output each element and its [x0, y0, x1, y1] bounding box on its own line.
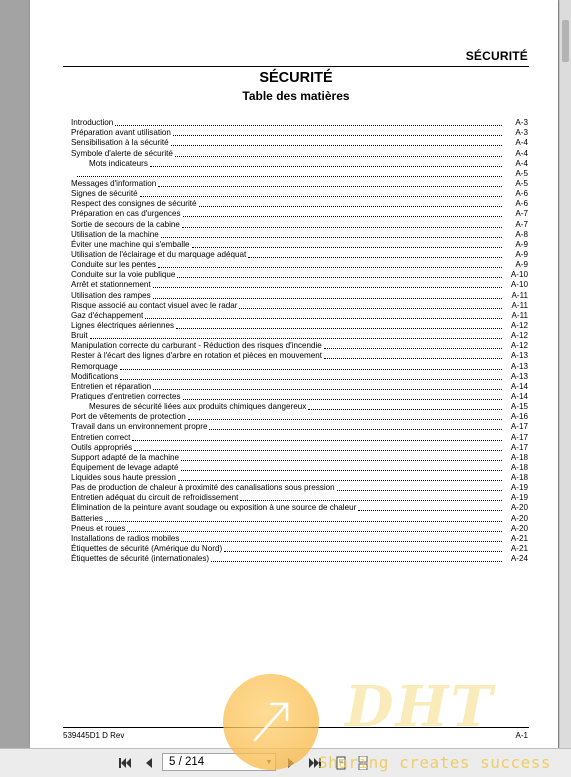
- toc-leader-dots: [173, 135, 502, 136]
- toc-leader-dots: [171, 145, 502, 146]
- toc-entry-label: Étiquettes de sécurité (Amérique du Nord): [71, 544, 223, 554]
- toc-entry-label: Entretien correct: [71, 432, 131, 442]
- toc-entry-label: Préparation en cas d'urgences: [71, 209, 181, 219]
- toc-entry[interactable]: [71, 169, 528, 179]
- toc-entry-page: A-21: [510, 544, 528, 554]
- toc-leader-dots: [176, 328, 502, 329]
- toc-entry-page: A-20: [510, 503, 528, 513]
- page-subtitle: Table des matières: [242, 89, 350, 103]
- toc-entry-page: A-17: [510, 422, 528, 432]
- watermark-logo-disc: [223, 674, 319, 770]
- toc-entry[interactable]: [71, 493, 528, 503]
- toc-entry[interactable]: [71, 503, 528, 513]
- toc-entry-label: Pratiques d'entretien correctes: [71, 391, 181, 401]
- toc-entry-label: Risque associé au contact visuel avec le radar: [71, 300, 238, 310]
- toc-entry[interactable]: [71, 209, 528, 219]
- toc-entry-label: Modifications: [71, 371, 119, 381]
- toc-entry-page: A-4: [515, 148, 528, 158]
- toc-leader-dots: [224, 551, 502, 552]
- toc-entry-page: A-9: [515, 239, 528, 249]
- toc-leader-dots: [183, 216, 502, 217]
- toc-entry[interactable]: [71, 554, 528, 564]
- toc-entry[interactable]: [71, 290, 528, 300]
- toc-entry[interactable]: [71, 199, 528, 209]
- toc-entry-page: A-10: [510, 270, 528, 280]
- toc-entry-page: A-7: [515, 219, 528, 229]
- toc-entry-label: Batteries: [71, 513, 103, 523]
- toc-entry-label: Pas de production de chaleur à proximité des canalisations sous pression: [71, 483, 335, 493]
- toc-leader-dots: [337, 490, 502, 491]
- toc-entry-page: A-19: [510, 493, 528, 503]
- toc-leader-dots: [134, 450, 502, 451]
- page-title: SÉCURITÉ: [259, 70, 333, 86]
- toc-entry-label: Équipement de levage adapté: [71, 462, 179, 472]
- toc-entry-page: A-13: [510, 351, 528, 361]
- toc-entry-page: A-11: [511, 290, 528, 300]
- toc-entry-page: A-24: [510, 554, 528, 564]
- watermark-logo-text: DHT: [345, 674, 495, 740]
- toc-leader-dots: [120, 379, 502, 380]
- toc-entry-page: A-12: [510, 341, 528, 351]
- toc-entry[interactable]: [71, 544, 528, 554]
- toc-entry[interactable]: [71, 422, 528, 432]
- toc-entry[interactable]: [71, 453, 528, 463]
- toc-entry-label: Entretien adéquat du circuit de refroidissement: [71, 493, 239, 503]
- toc-entry-label: Utilisation des rampes: [71, 290, 151, 300]
- toc-leader-dots: [150, 166, 502, 167]
- running-header: SÉCURITÉ: [465, 49, 528, 63]
- toc-leader-dots: [153, 389, 502, 390]
- toc-entry-label: Rester à l'écart des lignes d'arbre en rotation et pièces en mouvement: [71, 351, 322, 361]
- toc-entry-label: Remorquage: [71, 361, 118, 371]
- toc-leader-dots: [192, 247, 502, 248]
- toc-leader-dots: [77, 176, 502, 177]
- header-rule: [63, 66, 529, 67]
- toc-leader-dots: [181, 460, 502, 461]
- toc-leader-dots: [182, 227, 502, 228]
- vertical-scrollbar[interactable]: [559, 0, 571, 748]
- toc-leader-dots: [175, 156, 502, 157]
- toc-entry-label: Lignes électriques aériennes: [71, 320, 175, 330]
- toc-entry[interactable]: [71, 189, 528, 199]
- toc-leader-dots: [188, 419, 502, 420]
- toc-entry-page: A-3: [515, 118, 528, 128]
- page-number: A-1: [515, 731, 528, 740]
- scrollbar-thumb[interactable]: [562, 20, 569, 62]
- toc-entry[interactable]: [71, 159, 528, 169]
- watermark-tagline: Sharing creates success: [318, 753, 552, 772]
- toc-leader-dots: [140, 196, 502, 197]
- toc-entry-label: Travail dans un environnement propre: [71, 422, 208, 432]
- toc-entry[interactable]: [71, 240, 528, 250]
- toc-entry-page: A-19: [510, 483, 528, 493]
- toc-entry-page: A-10: [510, 280, 528, 290]
- toc-entry[interactable]: [71, 301, 528, 311]
- toc-entry[interactable]: [71, 270, 528, 280]
- toc-entry[interactable]: [71, 372, 528, 382]
- toc-entry[interactable]: [71, 230, 528, 240]
- toc-entry-page: A-18: [510, 473, 528, 483]
- toc-entry[interactable]: [71, 382, 528, 392]
- first-page-icon: [118, 757, 132, 769]
- toc-entry-page: A-9: [515, 260, 528, 270]
- toc-entry-page: A-21: [510, 533, 528, 543]
- toc-leader-dots: [177, 277, 502, 278]
- toc-leader-dots: [158, 186, 502, 187]
- toc-entry[interactable]: [71, 128, 528, 138]
- table-of-contents: [71, 118, 528, 564]
- toc-entry-label: Mesures de sécurité liées aux produits chimiques dangereux: [89, 402, 307, 412]
- toc-leader-dots: [181, 470, 502, 471]
- toc-entry[interactable]: [71, 311, 528, 321]
- toc-entry[interactable]: [71, 331, 528, 341]
- toc-entry[interactable]: [71, 341, 528, 351]
- toc-leader-dots: [90, 338, 502, 339]
- toc-leader-dots: [358, 510, 502, 511]
- toc-entry-label: Respect des consignes de sécurité: [71, 199, 197, 209]
- toc-entry-page: A-20: [510, 513, 528, 523]
- toc-entry-label: Éviter une machine qui s'emballe: [71, 239, 190, 249]
- toc-entry-page: A-16: [510, 412, 528, 422]
- arrow-icon: [223, 674, 319, 770]
- toc-entry[interactable]: [71, 118, 528, 128]
- toc-entry-page: A-17: [510, 442, 528, 452]
- first-page-button[interactable]: [116, 754, 134, 772]
- toc-entry[interactable]: [71, 463, 528, 473]
- toc-entry[interactable]: [71, 534, 528, 544]
- toc-entry-label: Entretien et réparation: [71, 381, 152, 391]
- pdf-page: [30, 0, 558, 748]
- toc-entry-page: A-5: [515, 178, 528, 188]
- toc-entry-page: A-6: [515, 199, 528, 209]
- toc-entry-label: Port de vêtements de protection: [71, 412, 186, 422]
- toc-entry-label: Conduite sur les pentes: [71, 260, 157, 270]
- toc-entry-page: A-4: [515, 158, 528, 168]
- toc-entry-label: Élimination de la peinture avant soudage ou exposition à une source de chaleur: [71, 503, 357, 513]
- toc-entry-label: Signes de sécurité: [71, 189, 138, 199]
- toc-entry-label: Utilisation de la machine: [71, 229, 159, 239]
- toc-entry-page: A-17: [510, 432, 528, 442]
- toc-leader-dots: [181, 541, 502, 542]
- toc-entry[interactable]: [71, 148, 528, 158]
- toc-entry-page: A-4: [515, 138, 528, 148]
- toc-leader-dots: [127, 531, 502, 532]
- toc-entry[interactable]: [71, 351, 528, 361]
- toc-entry-label: Conduite sur la voie publique: [71, 270, 176, 280]
- toc-entry-label: Gaz d'échappement: [71, 310, 144, 320]
- toc-entry-label: Outils appropriés: [71, 442, 133, 452]
- toc-leader-dots: [248, 257, 502, 258]
- toc-leader-dots: [105, 521, 502, 522]
- toc-entry-page: A-5: [515, 168, 528, 178]
- toc-entry[interactable]: [71, 443, 528, 453]
- toc-entry-page: A-18: [510, 462, 528, 472]
- toc-entry-page: A-8: [515, 229, 528, 239]
- toc-entry-page: A-6: [515, 189, 528, 199]
- toc-entry-label: Pneus et roues: [71, 523, 126, 533]
- toc-leader-dots: [145, 318, 502, 319]
- toc-leader-dots: [324, 348, 502, 349]
- toc-leader-dots: [153, 287, 502, 288]
- toc-entry-label: Étiquettes de sécurité (internationales): [71, 554, 210, 564]
- previous-page-icon: [144, 757, 154, 769]
- toc-entry[interactable]: [71, 473, 528, 483]
- toc-entry-label: Sensibilisation à la sécurité: [71, 138, 169, 148]
- toc-entry[interactable]: [71, 392, 528, 402]
- toc-leader-dots: [324, 358, 502, 359]
- toc-entry-page: A-12: [510, 331, 528, 341]
- toc-entry-label: Installations de radios mobiles: [71, 533, 180, 543]
- previous-page-button[interactable]: [140, 754, 158, 772]
- toc-entry[interactable]: [71, 250, 528, 260]
- toc-entry-label: Messages d'information: [71, 178, 157, 188]
- toc-entry[interactable]: [71, 432, 528, 442]
- toc-leader-dots: [132, 440, 502, 441]
- toc-entry-page: A-9: [515, 249, 528, 259]
- toc-leader-dots: [120, 369, 502, 370]
- toc-entry-page: A-13: [510, 371, 528, 381]
- page-indicator: 5 / 214: [169, 756, 205, 768]
- toc-entry-label: Préparation avant utilisation: [71, 128, 171, 138]
- toc-entry[interactable]: [71, 412, 528, 422]
- toc-entry-label: Arrêt et stationnement: [71, 280, 151, 290]
- toc-leader-dots: [209, 429, 502, 430]
- toc-entry-page: A-11: [511, 300, 528, 310]
- toc-leader-dots: [239, 308, 502, 309]
- toc-leader-dots: [153, 298, 502, 299]
- toc-entry-page: A-3: [515, 128, 528, 138]
- toc-leader-dots: [199, 206, 502, 207]
- toc-entry-label: Liquides sous haute pression: [71, 473, 176, 483]
- toc-entry[interactable]: [71, 219, 528, 229]
- toc-entry[interactable]: [71, 402, 528, 412]
- toc-entry[interactable]: [71, 321, 528, 331]
- toc-entry-page: A-11: [511, 310, 528, 320]
- toc-entry[interactable]: [71, 513, 528, 523]
- toc-entry-label: Support adapté de la machine: [71, 452, 179, 462]
- toc-entry[interactable]: [71, 179, 528, 189]
- toc-entry-page: A-20: [510, 523, 528, 533]
- toc-entry-page: A-14: [510, 381, 528, 391]
- toc-entry-label: Mots indicateurs: [89, 158, 148, 168]
- toc-entry[interactable]: [71, 280, 528, 290]
- toc-entry-page: A-14: [510, 391, 528, 401]
- toc-entry-page: A-15: [510, 402, 528, 412]
- toc-leader-dots: [211, 561, 502, 562]
- toc-entry-label: Utilisation de l'éclairage et du marquage adéquat: [71, 249, 247, 259]
- toc-entry-label: Manipulation correcte du carburant - Réduction des risques d'incendie: [71, 341, 322, 351]
- toc-entry[interactable]: [71, 483, 528, 493]
- toc-entry-label: Sortie de secours de la cabine: [71, 219, 180, 229]
- toc-entry[interactable]: [71, 361, 528, 371]
- toc-entry-page: A-7: [515, 209, 528, 219]
- toc-leader-dots: [183, 399, 502, 400]
- toc-entry-label: Symbole d'alerte de sécurité: [71, 148, 173, 158]
- toc-entry-page: A-13: [510, 361, 528, 371]
- toc-entry-page: A-18: [510, 452, 528, 462]
- toc-leader-dots: [308, 409, 502, 410]
- toc-leader-dots: [240, 500, 502, 501]
- toc-leader-dots: [115, 125, 502, 126]
- toc-leader-dots: [161, 237, 502, 238]
- toc-entry[interactable]: [71, 138, 528, 148]
- toc-entry-label: Bruit: [71, 331, 88, 341]
- toc-leader-dots: [178, 480, 502, 481]
- toc-entry[interactable]: [71, 524, 528, 534]
- toc-entry-label: Introduction: [71, 118, 114, 128]
- document-code: 539445D1 D Rev: [63, 731, 125, 740]
- toc-entry-page: A-12: [510, 320, 528, 330]
- toc-entry[interactable]: [71, 260, 528, 270]
- toc-leader-dots: [158, 267, 502, 268]
